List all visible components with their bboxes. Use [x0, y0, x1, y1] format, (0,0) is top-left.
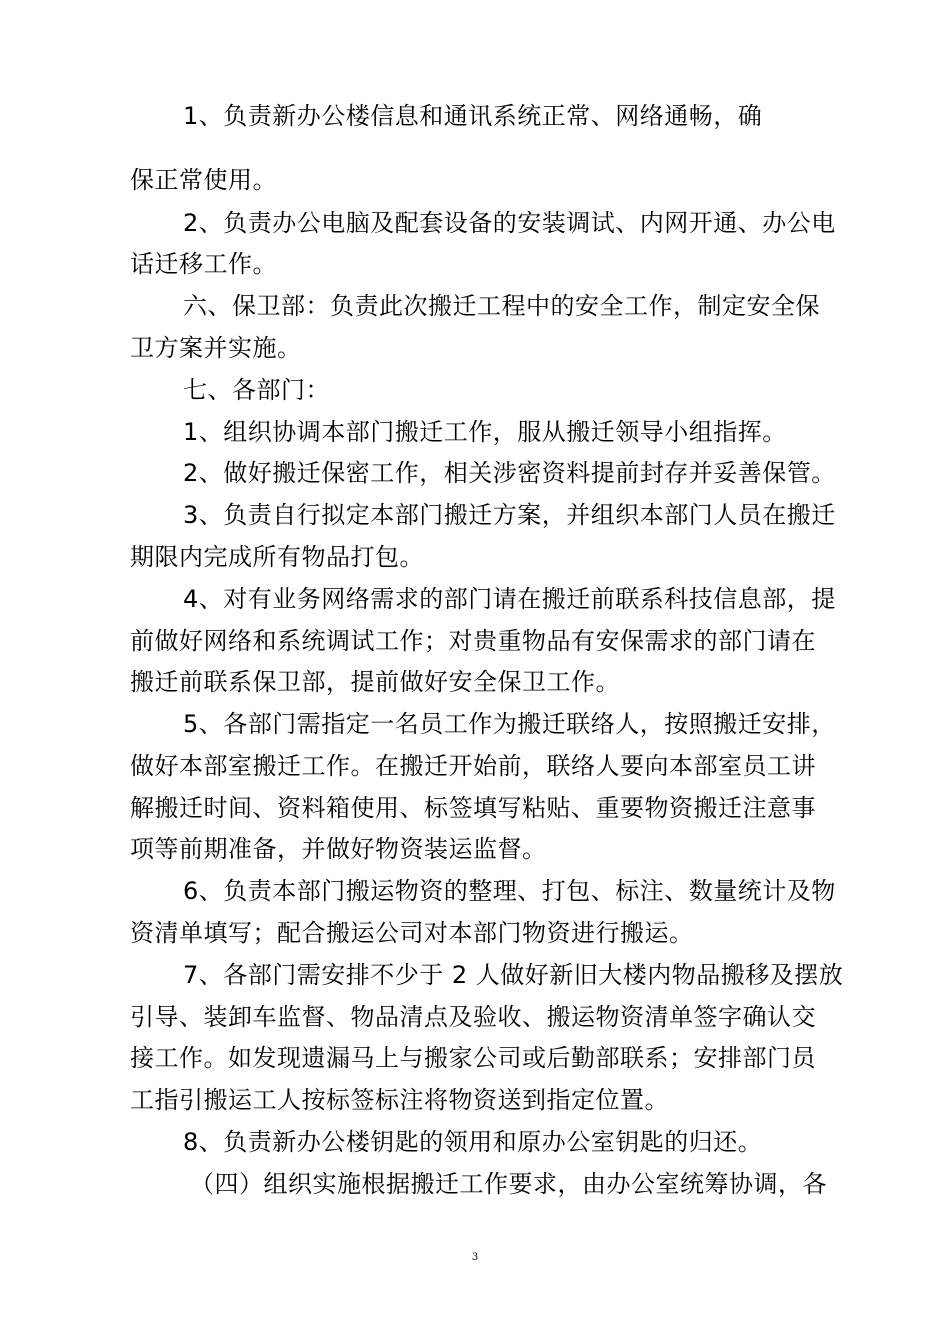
- list-item-continuation: 引导、装卸车监督、物品清点及验收、搬运物资清单签字确认交: [130, 1003, 816, 1031]
- paragraph-line: 保正常使用。: [130, 166, 277, 194]
- list-item-continuation: 资清单填写；配合搬运公司对本部门物资进行搬运。: [130, 919, 694, 947]
- list-item-continuation: 项等前期准备，并做好物资装运监督。: [130, 835, 547, 863]
- paragraph-line: 2、负责办公电脑及配套设备的安装调试、内网开通、办公电: [183, 209, 836, 237]
- list-item: 4、对有业务网络需求的部门请在搬迁前联系科技信息部，提: [183, 585, 836, 613]
- list-item-continuation: 接工作。如发现遗漏马上与搬家公司或后勤部联系；安排部门员: [130, 1044, 816, 1072]
- list-item-continuation: 期限内完成所有物品打包。: [130, 543, 424, 571]
- list-item: 5、各部门需指定一名员工作为搬迁联络人，按照搬迁安排，: [183, 710, 836, 738]
- list-item: 1、组织协调本部门搬迁工作，服从搬迁领导小组指挥。: [183, 418, 787, 446]
- list-item: 6、负责本部门搬运物资的整理、打包、标注、数量统计及物: [183, 877, 836, 905]
- list-item-continuation: 解搬迁时间、资料箱使用、标签填写粘贴、重要物资搬迁注意事: [130, 794, 816, 822]
- subsection-heading-line: （四）组织实施根据搬迁工作要求，由办公室统筹协调，各: [190, 1170, 827, 1198]
- page-number: 3: [471, 1252, 479, 1263]
- list-item: 7、各部门需安排不少于 2 人做好新旧大楼内物品搬移及摆放: [183, 961, 844, 989]
- list-item: 8、负责新办公楼钥匙的领用和原办公室钥匙的归还。: [183, 1128, 763, 1156]
- section-heading: 七、各部门：: [183, 376, 330, 404]
- list-item-continuation: 做好本部室搬迁工作。在搬迁开始前，联络人要向本部室员工讲: [130, 752, 816, 780]
- list-item-continuation: 搬迁前联系保卫部，提前做好安全保卫工作。: [130, 668, 620, 696]
- section-heading-line: 六、保卫部：负责此次搬迁工程中的安全工作，制定安全保: [183, 292, 820, 320]
- list-item-continuation: 工指引搬运工人按标签标注将物资送到指定位置。: [130, 1086, 669, 1114]
- list-item: 2、做好搬迁保密工作，相关涉密资料提前封存并妥善保管。: [183, 459, 836, 487]
- paragraph-line: 1、负责新办公楼信息和通讯系统正常、网络通畅，确: [183, 102, 763, 130]
- list-item-continuation: 前做好网络和系统调试工作；对贵重物品有安保需求的部门请在: [130, 627, 816, 655]
- paragraph-line: 话迁移工作。: [130, 250, 277, 278]
- paragraph-line: 卫方案并实施。: [130, 334, 302, 362]
- list-item: 3、负责自行拟定本部门搬迁方案，并组织本部门人员在搬迁: [183, 501, 836, 529]
